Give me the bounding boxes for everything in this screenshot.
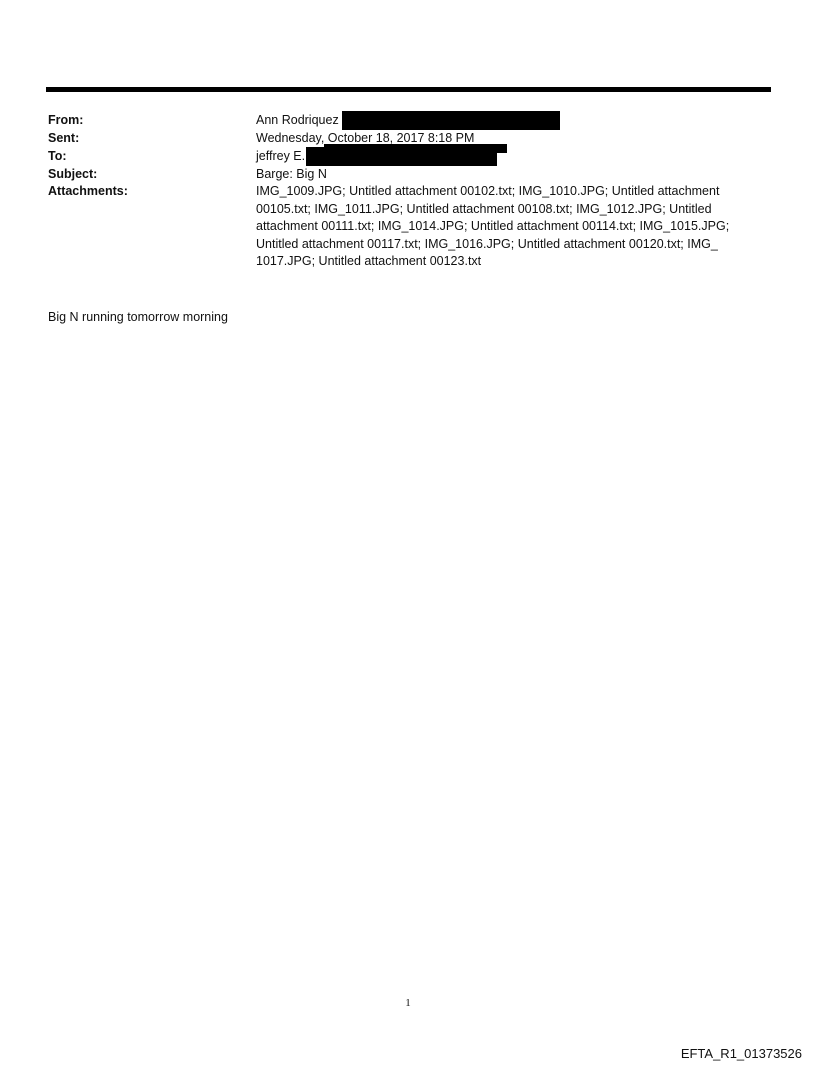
to-row [48,148,770,166]
from-label: From: [48,113,84,127]
from-row [48,112,770,130]
email-body: Big N running tomorrow morning [48,310,228,324]
attachments-label: Attachments: [48,184,128,198]
sent-value-container [256,130,770,148]
redaction-block [306,147,497,166]
to-value: jeffrey E. [256,148,306,163]
subject-row [48,166,770,184]
sent-row [48,130,770,148]
sent-value: Wednesday, October 18, 2017 8:18 PM [256,131,475,145]
document-id: EFTA_R1_01373526 [680,1046,802,1061]
page-number: 1 [405,997,411,1009]
to-value-container [256,148,770,166]
email-header [48,112,770,271]
subject-value: Barge: Big N [256,166,327,181]
sent-label: Sent: [48,131,80,145]
redaction-block [342,111,560,130]
attachments-row [48,183,770,271]
header-rule [46,87,771,92]
attachments-value: IMG_1009.JPG; Untitled attachment 00102.txt; IMG_1010.JPG; Untitled attachment 00105.txt; IMG_1011.JPG; Untitled attachment 00108.txt; IMG_1012.JPG; Untitled attachment 00111.txt; IMG_1014.JPG; Untitled attachment 00114.txt; IMG_1015.JPG; Untitled attachment 00117.txt; IMG_1016.JPG; Untitled attachment 00120.txt; IMG_ 1017.JPG; Untitled attachment 00123.txt [256,184,730,268]
from-value-container [256,112,770,130]
from-value: Ann Rodriquez [256,113,339,127]
subject-label: Subject: [48,166,98,181]
to-label: To: [48,148,67,163]
